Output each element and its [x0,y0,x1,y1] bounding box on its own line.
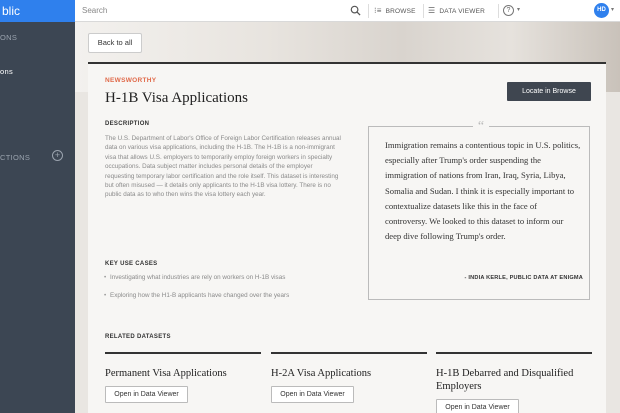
add-icon[interactable]: + [52,150,63,161]
related-dataset-card [105,352,261,398]
grid-icon: ☰ [428,6,436,15]
quote-icon: “ [473,120,489,134]
search-icon[interactable] [350,5,361,16]
back-button[interactable]: Back to all [88,33,142,53]
browse-label: BROWSE [385,8,416,15]
description-heading: DESCRIPTION [105,121,150,127]
sidebar-item-active[interactable]: ons [0,67,13,76]
quote-text: Immigration remains a contentious topic in U.S. politics, especially after Trump's order suspending the immigration of nations from Iran, Iraq, Syria, Libya, Somalia and Sudan. I think it is especially important to contextualize datasets like this in the face of controversy. We looked to this dataset to inform our deep dive following Trump's order. [385,140,581,242]
browse-icon: ⁝≡ [374,6,382,15]
chevron-down-icon[interactable]: ▾ [517,7,521,13]
locate-in-browse-button[interactable]: Locate in Browse [507,82,591,101]
related-dataset-title[interactable]: H-1B Debarred and Disqualified Employers [436,368,574,392]
related-heading: RELATED DATASETS [105,334,171,340]
related-dataset-title[interactable]: Permanent Visa Applications [105,368,227,379]
browse-button[interactable] [374,0,416,22]
quote-box [368,119,590,300]
open-in-data-viewer-button[interactable]: Open in Data Viewer [271,386,354,403]
divider [423,4,424,18]
chevron-down-icon[interactable]: ▾ [611,7,615,13]
list-item: • Investigating what industries are rely on workers on H-1B visas [110,274,285,281]
data-viewer-label: DATA VIEWER [439,8,486,15]
sidebar-item-collections[interactable]: ONS [0,33,18,42]
related-dataset-title[interactable]: H-2A Visa Applications [271,368,372,379]
brand-logo[interactable]: blic [0,0,75,22]
dataset-card [88,62,606,413]
open-in-data-viewer-button[interactable]: Open in Data Viewer [105,386,188,403]
page-title: H-1B Visa Applications [105,90,248,106]
related-dataset-card [271,352,427,398]
description-text: The U.S. Department of Labor's Office of Foreign Labor Certification releases annual data on various visa applications, including the H-1B. The H-1B is a non-immigrant visa that allows U.S. employers to temporarily employ foreign workers in specialty occupations. Data subject matter includes personal details of the employer requesting temporary labor certification and the role itself. This dataset is interesting but often misused — it details only applicants to the H-1B visa lottery. There is no public data as to who then wins the visa lottery each year. [105,135,341,199]
sidebar-item-collections-section[interactable]: CTIONS [0,153,31,162]
sidebar [0,22,75,413]
open-in-data-viewer-button[interactable]: Open in Data Viewer [436,399,519,413]
related-dataset-card [436,352,592,411]
help-icon[interactable]: ? [503,5,514,16]
list-item: • Exploring how the H1-B applicants have changed over the years [110,292,289,299]
data-viewer-button[interactable] [428,0,485,22]
category-badge: NEWSWORTHY [105,77,157,84]
divider [368,4,369,18]
divider [498,4,499,18]
avatar[interactable]: HD [594,3,609,18]
quote-attribution: - INDIA KERLE, PUBLIC DATA AT ENIGMA [464,275,583,281]
use-cases-heading: KEY USE CASES [105,261,158,267]
top-bar [0,0,620,22]
search-input[interactable]: Search [82,6,108,15]
